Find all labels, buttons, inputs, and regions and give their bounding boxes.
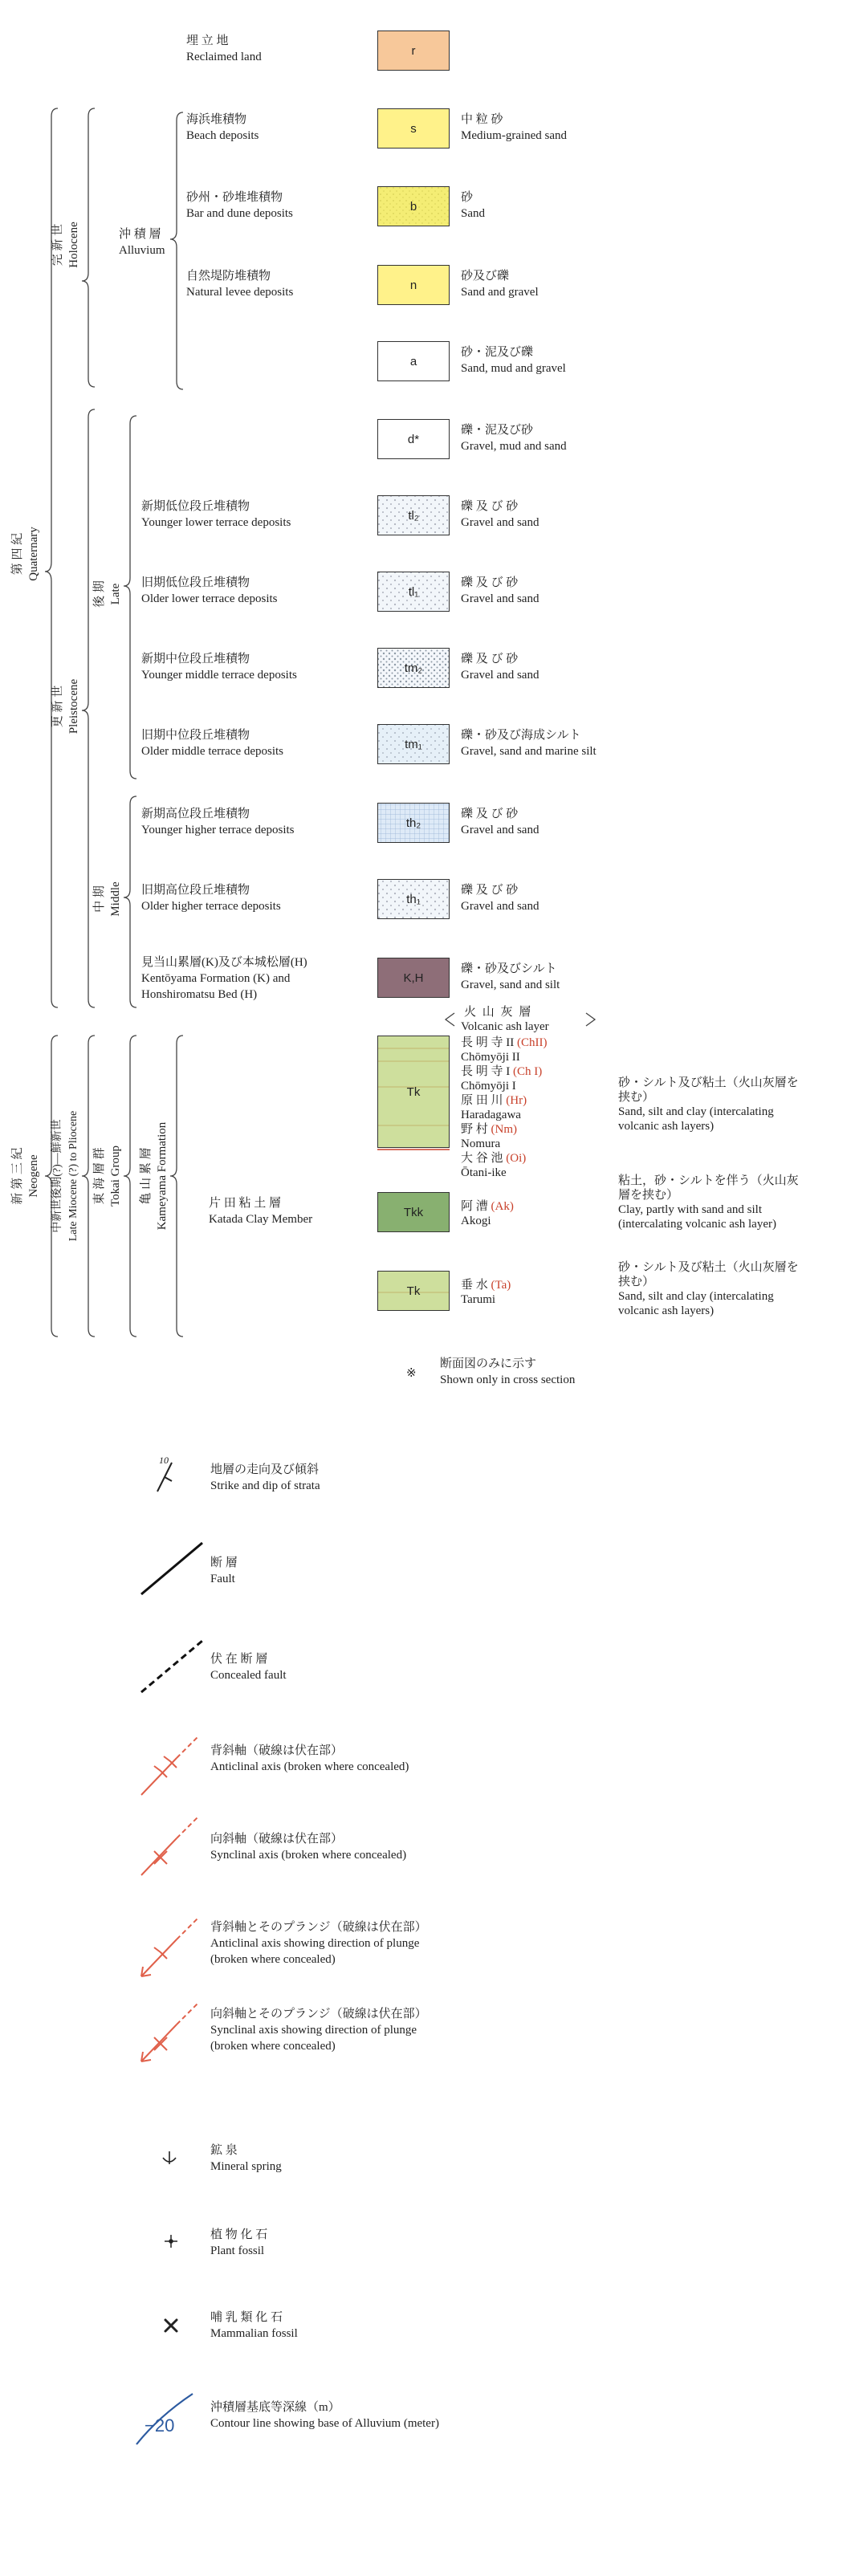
syncline-plunge-symbol — [141, 2004, 197, 2061]
middle-jp: 中 期 — [93, 885, 106, 913]
tkk-desc-jp2: 層を挟む） — [618, 1189, 679, 1202]
ash-ak-en: Akogi — [461, 1215, 491, 1227]
unit-n-jp: 自然堤防堆積物 — [186, 270, 271, 283]
sym-syncline-en: Synclinal axis (broken where concealed) — [210, 1849, 407, 1862]
sym-anti-plunge-en2: (broken where concealed) — [210, 1953, 336, 1966]
sym-anti-plunge-en: Anticlinal axis showing direction of plunge — [210, 1937, 420, 1950]
ash-ch1-en: Chōmyōji I — [461, 1080, 516, 1093]
sym-syn-plunge-jp: 向斜軸とそのプランジ（破線は伏在部） — [210, 2008, 427, 2021]
ash-ch1-code: (Ch I) — [513, 1065, 543, 1078]
tk2-desc-jp2: 挟む） — [618, 1276, 655, 1288]
unit-th1-jp: 旧期高位段丘堆積物 — [141, 884, 250, 897]
note-en: Shown only in cross section — [440, 1373, 576, 1386]
tk2-desc-en2: volcanic ash layers) — [618, 1304, 715, 1317]
sym-syn-plunge-en: Synclinal axis showing direction of plunge — [210, 2024, 417, 2037]
lith-tm1-jp: 礫・砂及び海成シルト — [461, 729, 581, 742]
ash-hr-code: (Hr) — [506, 1094, 527, 1107]
unit-kh-en1: Kentōyama Formation (K) and — [141, 972, 291, 985]
contour-value: −20 — [145, 2415, 175, 2436]
ash-oi-jp: 大 谷 池 — [461, 1152, 503, 1165]
note-mark: ※ — [406, 1367, 417, 1380]
kameyama-en: Kameyama Formation — [156, 1121, 169, 1231]
lith-tl2-jp: 礫 及 び 砂 — [461, 500, 519, 513]
unit-tm1-jp: 旧期中位段丘堆積物 — [141, 729, 250, 742]
sym-anticline-en: Anticlinal axis (broken where concealed) — [210, 1760, 409, 1773]
unit-box-tl2: tl₂ — [377, 495, 450, 535]
unit-box-n: n — [377, 265, 450, 305]
tk-desc-en2: volcanic ash layers) — [618, 1120, 715, 1133]
tokai-en: Tokai Group — [109, 1145, 122, 1207]
ash-ak-code: (Ak) — [491, 1200, 514, 1213]
unit-tl1-jp: 旧期低位段丘堆積物 — [141, 576, 250, 589]
miocene-en: Late Miocene (?) to Pliocene — [67, 1110, 79, 1242]
ash-hr-en: Haradagawa — [461, 1109, 521, 1121]
tkk-desc-en1: Clay, partly with sand and silt — [618, 1203, 763, 1216]
unit-kh-jp: 見当山累層(K)及び本城松層(H) — [141, 956, 307, 969]
unit-tm2-jp: 新期中位段丘堆積物 — [141, 653, 250, 665]
ash-nm-jp: 野 村 — [461, 1123, 488, 1136]
sym-spring-en: Mineral spring — [210, 2160, 282, 2173]
note-jp: 断面図のみに示す — [440, 1357, 537, 1370]
lith-kh-en: Gravel, sand and silt — [461, 979, 560, 991]
quaternary-jp: 第 四 紀 — [11, 532, 24, 576]
lith-th1-en: Gravel and sand — [461, 900, 540, 913]
fault-symbol — [141, 1543, 202, 1594]
unit-b-en: Bar and dune deposits — [186, 207, 293, 220]
tokai-jp: 東 海 層 群 — [93, 1147, 106, 1205]
ash-ta-jp: 垂 水 — [461, 1279, 488, 1292]
ash-ch1-jp: 長 明 寺 I — [461, 1065, 511, 1078]
lith-a-jp: 砂・泥及び礫 — [461, 346, 534, 359]
sym-strike-jp: 地層の走向及び傾斜 — [210, 1463, 320, 1476]
unit-box-a: a — [377, 341, 450, 381]
lith-th2-en: Gravel and sand — [461, 824, 540, 836]
sym-spring-jp: 鉱 泉 — [210, 2144, 238, 2157]
holocene-en: Holocene — [67, 222, 80, 268]
tk2-desc-jp1: 砂・シルト及び粘土（火山灰層を — [618, 1261, 799, 1274]
sym-strike-en: Strike and dip of strata — [210, 1479, 320, 1492]
unit-kh-en2: Honshiromatsu Bed (H) — [141, 988, 258, 1001]
tk-desc-jp1: 砂・シルト及び粘土（火山灰層を — [618, 1076, 799, 1089]
mammal-fossil-icon — [165, 2320, 177, 2331]
anticline-symbol — [141, 1737, 197, 1795]
unit-tl2-en: Younger lower terrace deposits — [141, 516, 291, 529]
sym-syn-plunge-en2: (broken where concealed) — [210, 2040, 336, 2053]
lith-th2-jp: 礫 及 び 砂 — [461, 808, 519, 820]
sym-cfault-en: Concealed fault — [210, 1669, 287, 1682]
unit-box-tl1: tl₁ — [377, 572, 450, 612]
lith-tm2-jp: 礫 及 び 砂 — [461, 653, 519, 665]
ash-layer-jp: 火 山 灰 層 — [464, 1006, 533, 1019]
sym-cfault-jp: 伏 在 断 層 — [210, 1653, 268, 1666]
unit-box-tk-lower: Tk — [377, 1271, 450, 1311]
tkk-desc-jp1: 粘土，砂・シルトを伴う（火山灰 — [618, 1174, 799, 1187]
katada-en: Katada Clay Member — [209, 1213, 313, 1226]
neogene-en: Neogene — [27, 1154, 40, 1198]
ash-ch2-en: Chōmyōji II — [461, 1051, 520, 1064]
unit-box-d: d* — [377, 419, 450, 459]
sym-plant-en: Plant fossil — [210, 2244, 265, 2257]
lith-d-en: Gravel, mud and sand — [461, 440, 567, 453]
unit-s-jp: 海浜堆積物 — [186, 113, 247, 126]
unit-tm1-en: Older middle terrace deposits — [141, 745, 284, 758]
ash-oi-code: (Oi) — [506, 1152, 527, 1165]
ash-oi-en: Ōtani-ike — [461, 1166, 507, 1179]
sym-mammal-en: Mammalian fossil — [210, 2327, 298, 2340]
ash-nm-en: Nomura — [461, 1137, 501, 1150]
pleistocene-en: Pleistocene — [67, 678, 80, 735]
lith-tm1-en: Gravel, sand and marine silt — [461, 745, 597, 758]
sym-contour-jp: 沖積層基底等深線（m） — [210, 2401, 340, 2414]
katada-jp: 片 田 粘 土 層 — [209, 1197, 282, 1210]
lith-th1-jp: 礫 及 び 砂 — [461, 884, 519, 897]
lith-tm2-en: Gravel and sand — [461, 669, 540, 682]
lith-a-en: Sand, mud and gravel — [461, 362, 566, 375]
plant-fossil-icon — [165, 2235, 177, 2248]
unit-tl1-en: Older lower terrace deposits — [141, 592, 278, 605]
unit-box-tkk: Tkk — [377, 1192, 450, 1232]
kameyama-jp: 亀 山 累 層 — [140, 1147, 153, 1205]
mineral-spring-icon — [163, 2151, 176, 2164]
lith-tl1-en: Gravel and sand — [461, 592, 540, 605]
tk-desc-en1: Sand, silt and clay (intercalating — [618, 1105, 774, 1118]
ash-ta-code: (Ta) — [491, 1279, 511, 1292]
unit-r-en: Reclaimed land — [186, 51, 262, 63]
unit-box-tm1: tm₁ — [377, 724, 450, 764]
tk-desc-jp2: 挟む） — [618, 1091, 655, 1104]
ash-layer-en: Volcanic ash layer — [461, 1020, 549, 1033]
unit-tm2-en: Younger middle terrace deposits — [141, 669, 297, 682]
alluvium-jp: 沖 積 層 — [119, 228, 161, 241]
sym-fault-jp: 断 層 — [210, 1557, 238, 1569]
sym-fault-en: Fault — [210, 1573, 235, 1585]
unit-b-jp: 砂州・砂堆堆積物 — [186, 191, 283, 204]
unit-box-kh: K,H — [377, 958, 450, 998]
unit-tl2-jp: 新期低位段丘堆積物 — [141, 500, 250, 513]
late-en: Late — [109, 583, 122, 605]
anticline-plunge-symbol — [141, 1919, 197, 1976]
unit-th2-jp: 新期高位段丘堆積物 — [141, 808, 250, 820]
sym-plant-jp: 植 物 化 石 — [210, 2228, 268, 2241]
unit-n-en: Natural levee deposits — [186, 286, 294, 299]
holocene-jp: 完 新 世 — [51, 223, 64, 267]
tkk-desc-en2: (intercalating volcanic ash layer) — [618, 1218, 776, 1231]
unit-box-b: b — [377, 186, 450, 226]
unit-box-th2: th₂ — [377, 803, 450, 843]
unit-s-en: Beach deposits — [186, 129, 259, 142]
lith-tl2-en: Gravel and sand — [461, 516, 540, 529]
sym-syncline-jp: 向斜軸（破線は伏在部） — [210, 1833, 344, 1846]
lith-kh-jp: 礫・砂及びシルト — [461, 962, 557, 975]
lith-s-en: Medium-grained sand — [461, 129, 568, 142]
sym-anticline-jp: 背斜軸（破線は伏在部） — [210, 1744, 344, 1757]
alluvium-en: Alluvium — [119, 244, 165, 257]
middle-en: Middle — [109, 881, 122, 917]
quaternary-en: Quaternary — [27, 527, 40, 581]
lith-tl1-jp: 礫 及 び 砂 — [461, 576, 519, 589]
lith-n-en: Sand and gravel — [461, 286, 539, 299]
late-jp: 後 期 — [93, 580, 106, 608]
ash-nm-code: (Nm) — [491, 1123, 518, 1136]
concealed-fault-symbol — [141, 1641, 202, 1692]
ash-hr-jp: 原 田 川 — [461, 1094, 503, 1107]
lith-b-en: Sand — [461, 207, 485, 220]
lith-n-jp: 砂及び礫 — [461, 270, 510, 283]
unit-th2-en: Younger higher terrace deposits — [141, 824, 295, 836]
lith-b-jp: 砂 — [461, 191, 474, 204]
lith-s-jp: 中 粒 砂 — [461, 113, 503, 126]
unit-box-tk: Tk — [377, 1036, 450, 1148]
ash-ch2-jp: 長 明 寺 II — [461, 1036, 515, 1049]
unit-box-th1: th₁ — [377, 879, 450, 919]
unit-box-r: r — [377, 31, 450, 71]
syncline-symbol — [141, 1817, 197, 1875]
unit-th1-en: Older higher terrace deposits — [141, 900, 281, 913]
unit-r-jp: 埋 立 地 — [186, 35, 229, 47]
lith-d-jp: 礫・泥及び砂 — [461, 424, 534, 437]
sym-mammal-jp: 哺 乳 類 化 石 — [210, 2311, 283, 2324]
ash-ch2-code: (ChII) — [517, 1036, 548, 1049]
unit-box-s: s — [377, 108, 450, 149]
tk2-desc-en1: Sand, silt and clay (intercalating — [618, 1290, 774, 1303]
sym-contour-en: Contour line showing base of Alluvium (meter) — [210, 2417, 439, 2430]
pleistocene-jp: 更 新 世 — [51, 685, 64, 728]
miocene-jp: 中新世後期(?)—鮮新世 — [51, 1119, 63, 1233]
ash-ak-jp: 阿 漕 — [461, 1200, 488, 1213]
sym-anti-plunge-jp: 背斜軸とそのプランジ（破線は伏在部） — [210, 1921, 427, 1934]
strike-value: 10 — [159, 1455, 169, 1466]
neogene-jp: 新 第 三 紀 — [11, 1147, 24, 1205]
ash-ta-en: Tarumi — [461, 1293, 496, 1306]
unit-box-tm2: tm₂ — [377, 648, 450, 688]
